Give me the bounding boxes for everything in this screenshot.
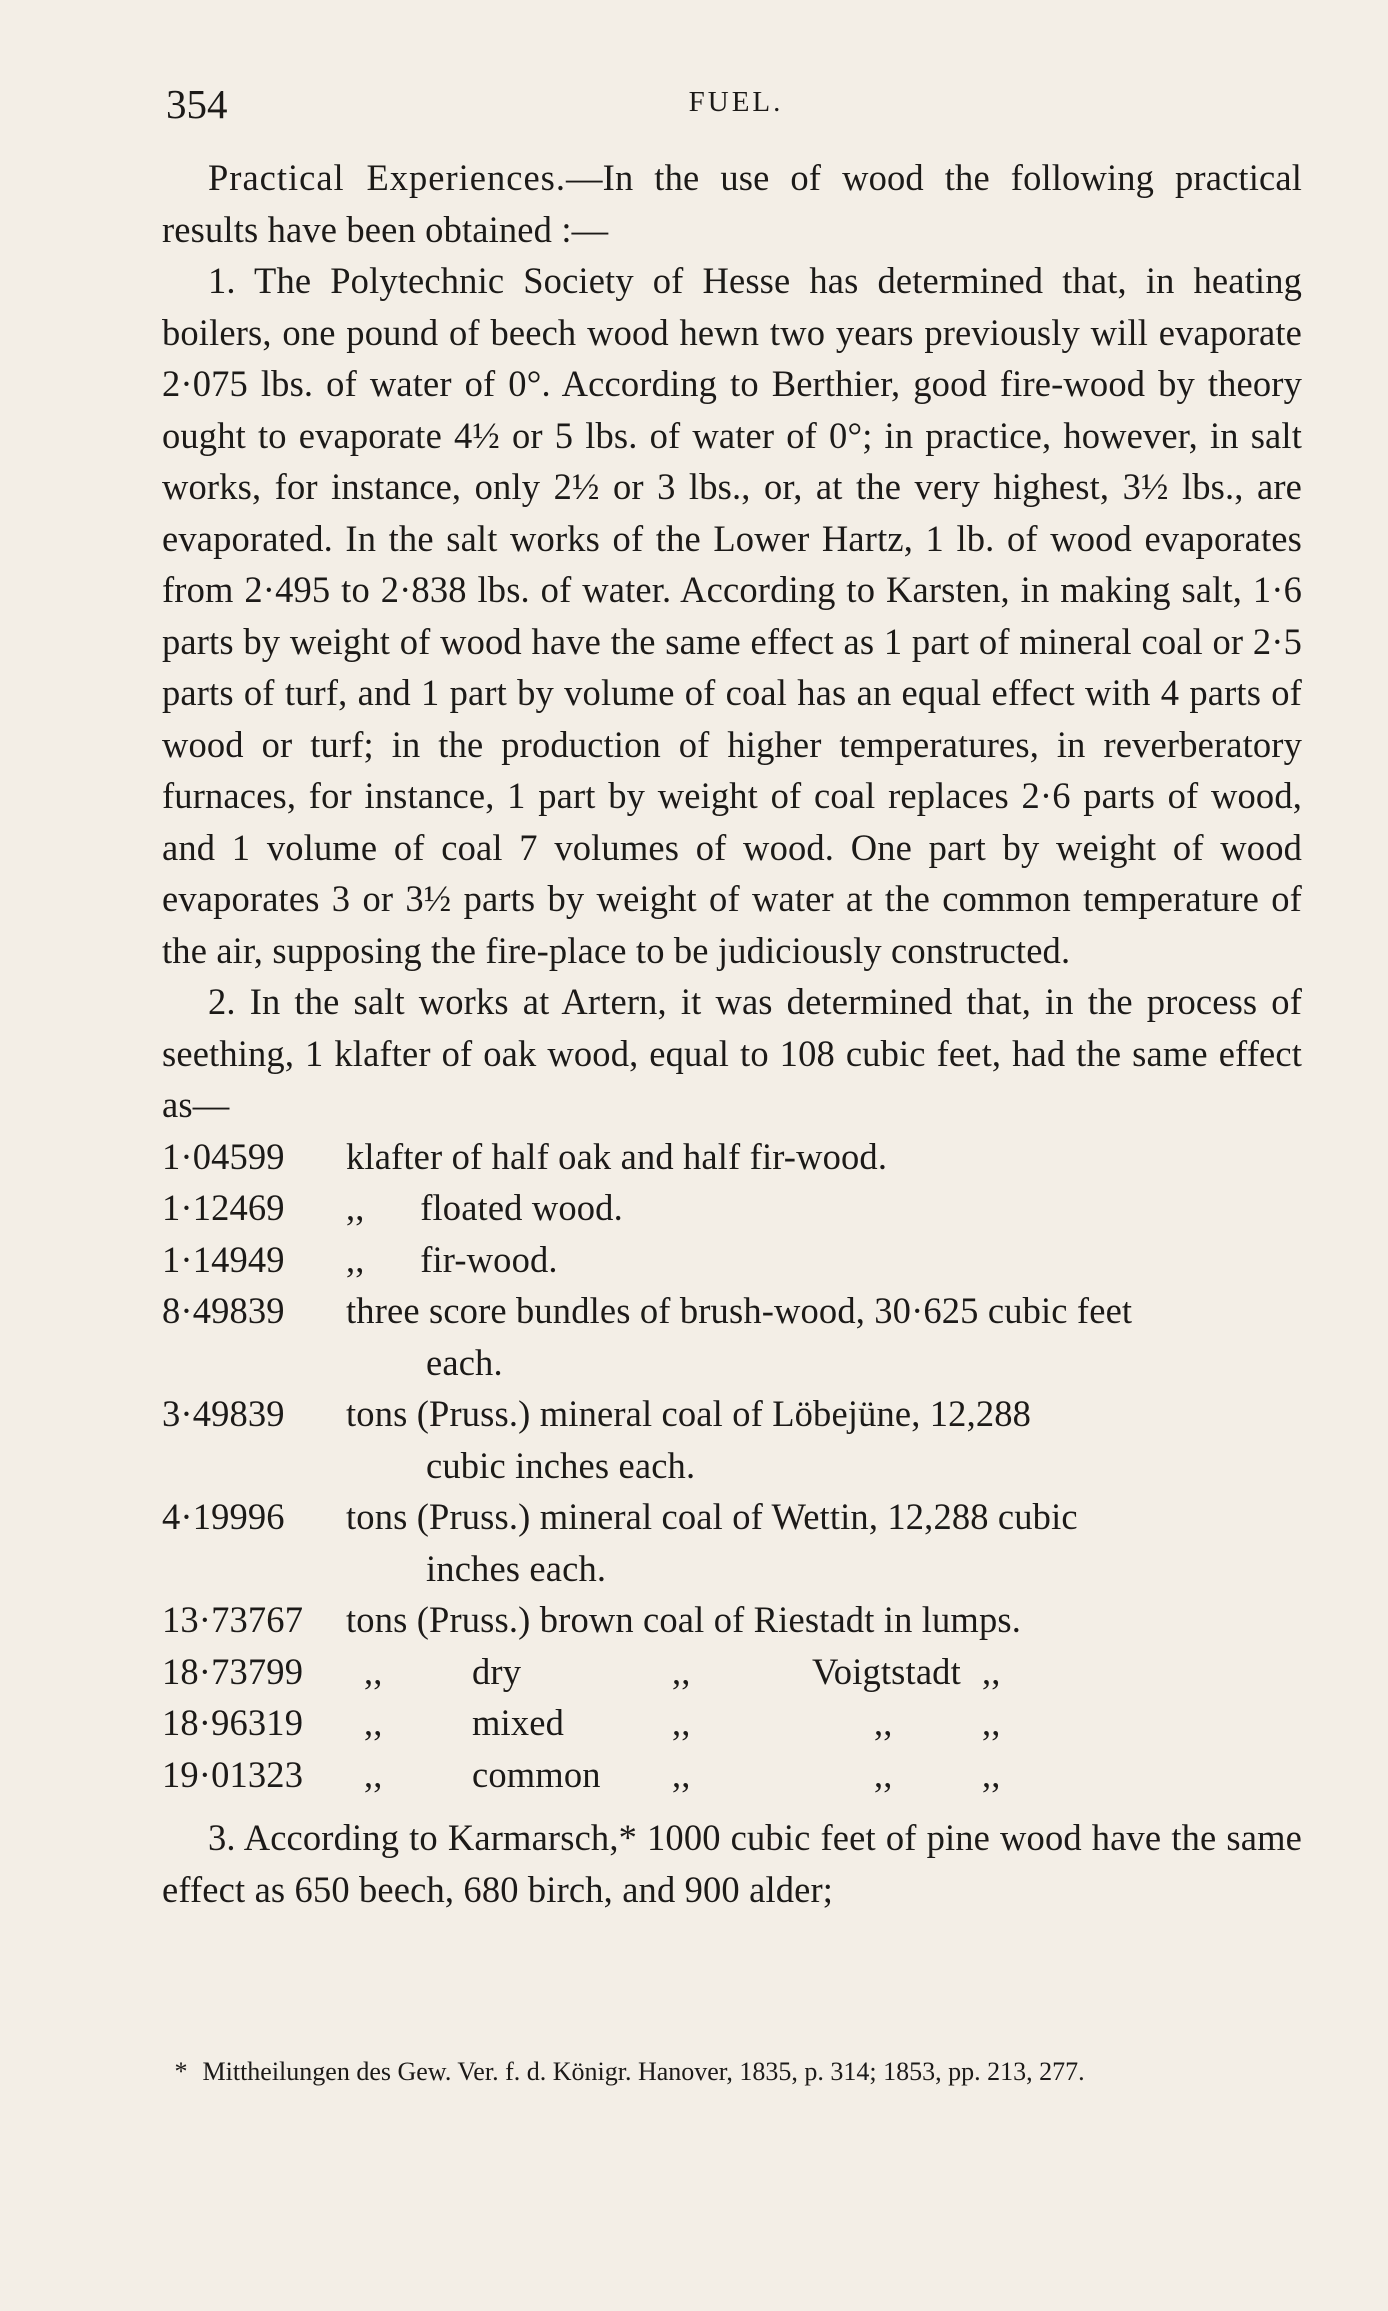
- table-row: [162, 1234, 1302, 1286]
- page-header: [166, 80, 1306, 140]
- section-title: Practical Experiences.: [208, 157, 566, 198]
- ditto-mark: ,,: [672, 1753, 691, 1795]
- row-value: 1·04599: [162, 1135, 285, 1177]
- section-intro-paragraph: [162, 152, 1302, 255]
- row-value: 13·73767: [162, 1599, 304, 1640]
- row-value: 1·14949: [162, 1238, 285, 1280]
- row-text: klafter of half oak and half fir-wood.: [346, 1135, 888, 1177]
- page-number: 354: [166, 81, 228, 127]
- coal-place: ,,: [874, 1702, 893, 1743]
- paragraph-2: 2. In the salt works at Artern, it was determined that, in the process of seething, 1 klafter of oak wood, equal to 108 cubic feet, had the same effect as—: [162, 981, 1302, 1125]
- ditto-mark: ,,: [672, 1702, 691, 1743]
- row-value: 18·96319: [162, 1702, 304, 1743]
- coal-place: ,,: [874, 1753, 893, 1795]
- ditto-mark: ,,: [982, 1753, 1001, 1795]
- table-row: [162, 1646, 1302, 1698]
- coal-kind: mixed: [472, 1702, 564, 1743]
- table-row: [162, 1697, 1302, 1749]
- paragraph-3: 3. According to Karmarsch,* 1000 cubic feet of pine wood have the same effect as 650 beech, 680 birch, and 900 alder;: [162, 1817, 1302, 1910]
- ditto-mark: ,,: [672, 1650, 691, 1692]
- footnote-mark: *: [174, 2057, 188, 2086]
- equivalence-table: [162, 1131, 1302, 1801]
- table-row: [162, 1749, 1302, 1801]
- row-value: 3·49839: [162, 1393, 285, 1434]
- running-head: FUEL.: [688, 86, 784, 118]
- row-value: 19·01323: [162, 1753, 304, 1795]
- row-value: 4·19996: [162, 1496, 285, 1537]
- row-value: 1·12469: [162, 1187, 285, 1228]
- ditto-mark: ,,: [364, 1650, 383, 1692]
- row-continuation: cubic inches each.: [426, 1444, 696, 1486]
- coal-place: Voigtstadt: [812, 1650, 961, 1692]
- body-text: [162, 152, 1302, 1915]
- row-text: tons (Pruss.) mineral coal of Wettin, 12,288 cubic: [346, 1496, 1078, 1537]
- ditto-mark: ,,: [364, 1702, 383, 1743]
- row-text: three score bundles of brush-wood, 30·625 cubic feet: [346, 1290, 1133, 1331]
- table-row: [162, 1594, 1302, 1646]
- row-continuation: inches each.: [426, 1547, 607, 1589]
- row-text: tons (Pruss.) brown coal of Riestadt in lumps.: [346, 1599, 1022, 1640]
- table-row: [162, 1182, 1302, 1234]
- table-row: [162, 1131, 1302, 1183]
- paragraph-1: 1. The Polytechnic Society of Hesse has determined that, in heating boilers, one pound of beech wood hewn two years previously will evaporate 2·075 lbs. of water of 0°. According to Berthier, good fire-wood by theory ought to evaporate 4½ or 5 lbs. of water of 0°; in practice, however, in salt works, for instance, only 2½ or 3 lbs., or, at the very highest, 3½ lbs., are evaporated. In the salt works of the Lower Hartz, 1 lb. of wood evaporates from 2·495 to 2·838 lbs. of water. According to Karsten, in making salt, 1·6 parts by weight of wood have the same effect as 1 part of mineral coal or 2·5 parts of turf, and 1 part by volume of coal has an equal effect with 4 parts of wood or turf; in the production of higher temperatures, in reverberatory furnaces, for instance, 1 part by weight of coal replaces 2·6 parts of wood, and 1 volume of coal 7 volumes of wood. One part by weight of wood evaporates 3 or 3½ parts by weight of water at the common temperature of the air, supposing the fire-place to be judiciously constructed.: [162, 260, 1302, 971]
- coal-kind: common: [472, 1753, 601, 1795]
- ditto-mark: ,,: [982, 1702, 1001, 1743]
- row-continuation: each.: [426, 1341, 503, 1383]
- footnote-text: Mittheilungen des Gew. Ver. f. d. Königr. Hanover, 1835, p. 314; 1853, pp. 213, 277.: [202, 2057, 1085, 2086]
- table-row: [162, 1388, 1302, 1440]
- row-text: tons (Pruss.) mineral coal of Löbejüne, 12,288: [346, 1393, 1032, 1434]
- row-text: ,, fir-wood.: [346, 1238, 558, 1280]
- coal-kind: dry: [472, 1650, 522, 1692]
- footnote: [166, 2052, 1306, 2092]
- ditto-mark: ,,: [982, 1650, 1001, 1692]
- row-value: 8·49839: [162, 1290, 285, 1331]
- ditto-mark: ,,: [364, 1753, 383, 1795]
- row-text: ,, floated wood.: [346, 1187, 623, 1228]
- table-row: [162, 1285, 1302, 1337]
- row-value: 18·73799: [162, 1650, 304, 1692]
- table-row: [162, 1491, 1302, 1543]
- section-intro: —In the use of wood the following practical results have been obtained :—: [162, 157, 1302, 250]
